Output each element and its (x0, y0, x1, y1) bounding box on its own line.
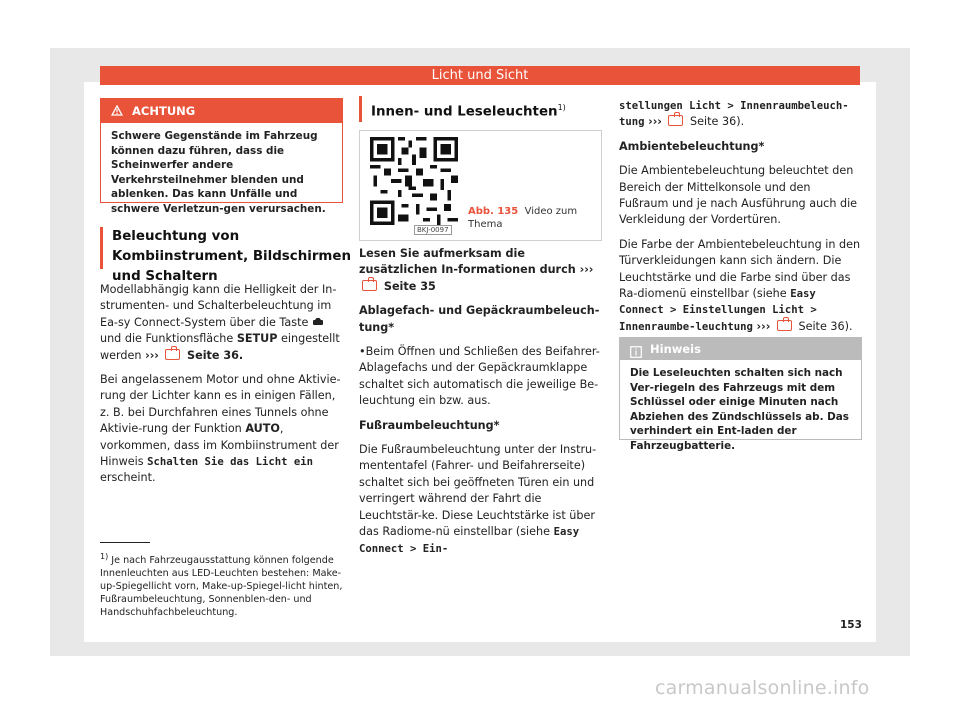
subheading-fussraum: Fußraumbeleuchtung* (359, 418, 500, 432)
paragraph: Die Ambientebeleuchtung beleuchtet den Bereich der Mittelkonsole und den Fußraum und je nach Ausführung auch die Verkleidung der Vordertüren. (619, 164, 858, 227)
book-reference-icon (777, 320, 792, 331)
page-reference[interactable]: Seite 36. (187, 348, 244, 362)
auto-function-label: AUTO (245, 422, 280, 436)
display-message: Schalten Sie das Licht ein (147, 456, 313, 469)
subheading-ablage: Ablagefach- und Gepäckraumbeleuch-tung* (359, 304, 600, 334)
book-reference-icon (668, 115, 683, 126)
paragraph: Bei angelassenem Motor und ohne Aktivie-rung der Lichter kann es in einigen Fällen, z. B. bei Durchfahren eines Tunnels ohne Aktivie-rung der Funktion AUTO, vorkommen, dass im Kombiinstrument der Hinweis Schalten Sie das Licht ein erscheint. (100, 373, 341, 485)
paragraph: Die Farbe der Ambientebeleuchtung in den Türverkleidungen kann sich ändern. Die Leuchtstärke und die Farbe sind über das Ra-diomenü einstellbar (siehe Easy Connect > Einstellungen Licht > Innenraumbe-leuchtung ››› Seite 36). (619, 237, 861, 333)
page-reference[interactable]: Seite 35 (383, 279, 436, 293)
paragraph: Modellabhängig kann die Helligkeit der In-strumenten- und Schalterbeleuchtung im Ea-sy Connect-System über die Taste und die Funktionsfläche SETUP eingestellt werden ››› Seite 36. (100, 283, 340, 362)
book-reference-icon (165, 349, 180, 360)
hint-label: Hinweis (650, 342, 701, 356)
footnote-mark: 1) (557, 103, 566, 112)
menu-path: stellungen Licht > Innenraumbeleuch- (619, 100, 849, 112)
figure-135 (359, 130, 602, 241)
menu-path: Easy Connect > Ein- (359, 526, 580, 555)
info-icon (630, 343, 642, 365)
hint-header (620, 338, 861, 360)
intro-paragraph: Lesen Sie aufmerksam die zusätzlichen In-formationen durch ››› Seite 35 (359, 247, 594, 293)
subheading-ambiente: Ambientebeleuchtung* (619, 139, 765, 153)
warning-box (100, 98, 343, 215)
book-reference-icon (362, 280, 377, 291)
car-menu-icon (312, 316, 324, 329)
paragraph: stellungen Licht > Innenraumbeleuch- tung ››› Seite 36). (619, 100, 849, 129)
setup-button-label: SETUP (236, 332, 278, 346)
footnote (100, 550, 345, 619)
warning-triangle-icon (111, 104, 132, 118)
section-heading-beleuchtung: Beleuchtung von Kombiinstrument, Bildschirmen und Schaltern (100, 227, 353, 269)
section1-body (100, 282, 344, 495)
warning-text: Schwere Gegenstände im Fahrzeug können dazu führen, dass die Scheinwerfer andere Verkehrsteilnehmer blenden und ablenken. Das kann Unfälle und schwere Verletzun-gen verursachen. (111, 130, 326, 215)
paragraph: Die Fußraumbeleuchtung unter der Instru-mententafel (Fahrer- und Beifahrerseite) schaltet sich bei geöffneten Türen ein und verringert während der Fahrt die Leuchtstär-ke. Diese Leuchtstärke ist über das Radiome-nü einstellbar (siehe Easy Connect > Ein- (359, 443, 597, 555)
footnote-text: Je nach Fahrzeugausstattung können folgende Innenleuchten aus LED-Leuchten bestehen: Make-up-Spiegellicht vorn, Make-up-Spiegel-licht hinten, Fußraumbeleuchtung, Sonnenblen-den- und Handschuhfachbeleuchtung. (100, 555, 343, 619)
section3-body (619, 98, 863, 343)
page-reference[interactable]: Seite 36). (690, 115, 745, 129)
menu-path: tung (619, 116, 645, 129)
qr-code[interactable] (370, 137, 458, 225)
menu-path: Easy Connect > Einstellungen Licht > Innenraumbe-leuchtung (619, 288, 817, 333)
figure-number: Abb. 135 (468, 206, 519, 217)
figure-id: BKJ-0097 (414, 225, 452, 235)
section-heading-innenleuchten: Innen- und Leseleuchten$^{1)}$ (359, 96, 612, 122)
figure-caption: Abb. 135 Video zum Thema (468, 206, 578, 230)
footnote-mark: 1) (100, 552, 109, 561)
watermark: carmanualsonline.info (655, 677, 870, 699)
page-reference[interactable]: Seite 36). (798, 319, 853, 333)
section2-body (359, 246, 603, 565)
page-number: 153 (840, 619, 862, 631)
warning-header (101, 99, 342, 123)
paragraph: •Beim Öffnen und Schließen des Beifahrer-Ablagefachs und der Gepäckraumklappe schaltet sich automatisch die jeweilige Be-leuchtung ein bzw. aus. (359, 345, 600, 408)
hint-text: Die Leseleuchten schalten sich nach Ver-riegeln des Fahrzeugs mit dem Schlüssel oder einige Minuten nach Abziehen des Zündschlüssels ab. Das verhindert ein Ent-laden der Fahrzeugbatterie. (630, 367, 849, 452)
chapter-banner: Licht und Sicht (100, 66, 860, 85)
footnote-divider (100, 542, 150, 543)
warning-label: ACHTUNG (132, 104, 196, 118)
hint-box (619, 337, 862, 452)
